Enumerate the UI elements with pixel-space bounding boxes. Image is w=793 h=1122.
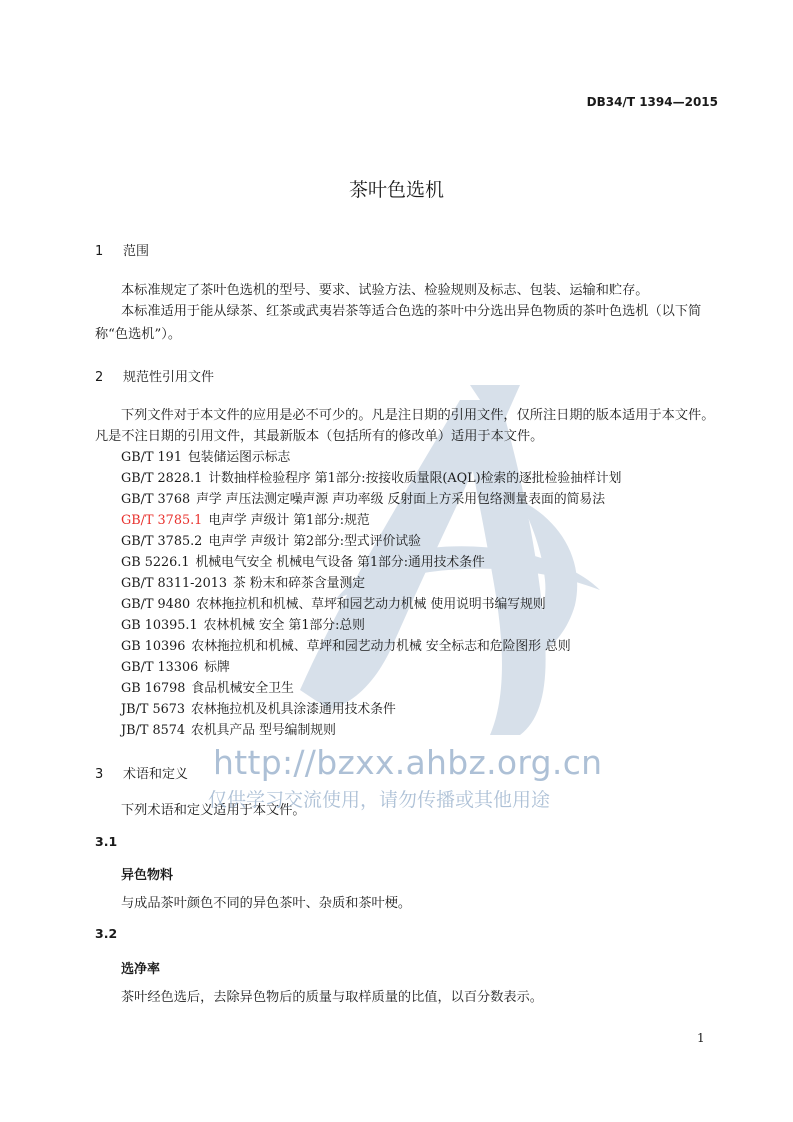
reference-item: GB/T 191 包装储运图示标志	[121, 450, 291, 465]
document-title: 茶叶色选机	[348, 179, 444, 201]
section-3-heading	[95, 763, 188, 782]
reference-item: GB/T 9480 农林拖拉机和机械、草坪和园艺动力机械 使用说明书编写规则	[121, 597, 546, 612]
section-title: 术语和定义	[123, 767, 189, 782]
section-2-heading	[95, 366, 214, 385]
page-number: 1	[697, 1031, 705, 1045]
watermark-notice: 仅供学习交流使用，请勿传播或其他用途	[208, 789, 551, 811]
paragraph: 下列文件对于本文件的应用是必不可少的。凡是注日期的引用文件，仅所注日期的版本适用于本文件。凡是不注日期的引用文件，其最新版本（包括所有的修改单）适用于本文件。	[95, 408, 715, 444]
section-number: 3	[95, 767, 104, 782]
term-title: 选净率	[121, 962, 161, 977]
reference-item: GB 10395.1 农林机械 安全 第1部分:总则	[121, 618, 365, 633]
term-definition: 与成品茶叶颜色不同的异色茶叶、杂质和茶叶梗。	[121, 896, 412, 911]
term-definition: 茶叶经色选后，去除异色物后的质量与取样质量的比值，以百分数表示。	[121, 990, 543, 1005]
reference-item-highlighted[interactable]: GB/T 3785.1 电声学 声级计 第1部分:规范	[121, 513, 370, 528]
term-title: 异色物料	[121, 868, 174, 883]
section-title: 范围	[123, 244, 150, 259]
reference-item: GB/T 13306 标牌	[121, 660, 230, 675]
reference-item: GB/T 8311-2013 茶 粉末和碎茶含量测定	[121, 576, 366, 591]
watermark-url: http://bzxx.ahbz.org.cn	[213, 743, 603, 782]
term-number: 3.1	[95, 834, 118, 849]
reference-item: GB 10396 农林拖拉机和机械、草坪和园艺动力机械 安全标志和危险图形 总则	[121, 639, 571, 654]
reference-item: GB/T 3768 声学 声压法测定噪声源 声功率级 反射面上方采用包络测量表面的简易法	[121, 492, 606, 507]
document-code: DB34/T 1394—2015	[586, 95, 718, 109]
section-number: 2	[95, 370, 104, 385]
paragraph: 下列术语和定义适用于本文件。	[121, 803, 306, 818]
reference-item: JB/T 8574 农机具产品 型号编制规则	[121, 723, 336, 738]
reference-item: JB/T 5673 农林拖拉机及机具涂漆通用技术条件	[121, 702, 396, 717]
reference-item: GB 5226.1 机械电气安全 机械电气设备 第1部分:通用技术条件	[121, 555, 485, 570]
paragraph: 本标准规定了茶叶色选机的型号、要求、试验方法、检验规则及标志、包装、运输和贮存。	[121, 283, 649, 298]
reference-item: GB 16798 食品机械安全卫生	[121, 681, 294, 696]
reference-item: GB/T 2828.1 计数抽样检验程序 第1部分:按接收质量限(AQL)检索的逐批检验抽样计划	[121, 471, 622, 486]
term-number: 3.2	[95, 926, 118, 941]
section-title: 规范性引用文件	[123, 370, 215, 385]
paragraph: 本标准适用于能从绿茶、红茶或武夷岩茶等适合色选的茶叶中分选出异色物质的茶叶色选机（以下简称“色选机”）。	[95, 304, 702, 342]
reference-link: GB/T 3785.1	[121, 513, 203, 528]
reference-item: GB/T 3785.2 电声学 声级计 第2部分:型式评价试验	[121, 534, 421, 549]
section-1-heading	[95, 240, 149, 259]
section-number: 1	[95, 244, 104, 259]
